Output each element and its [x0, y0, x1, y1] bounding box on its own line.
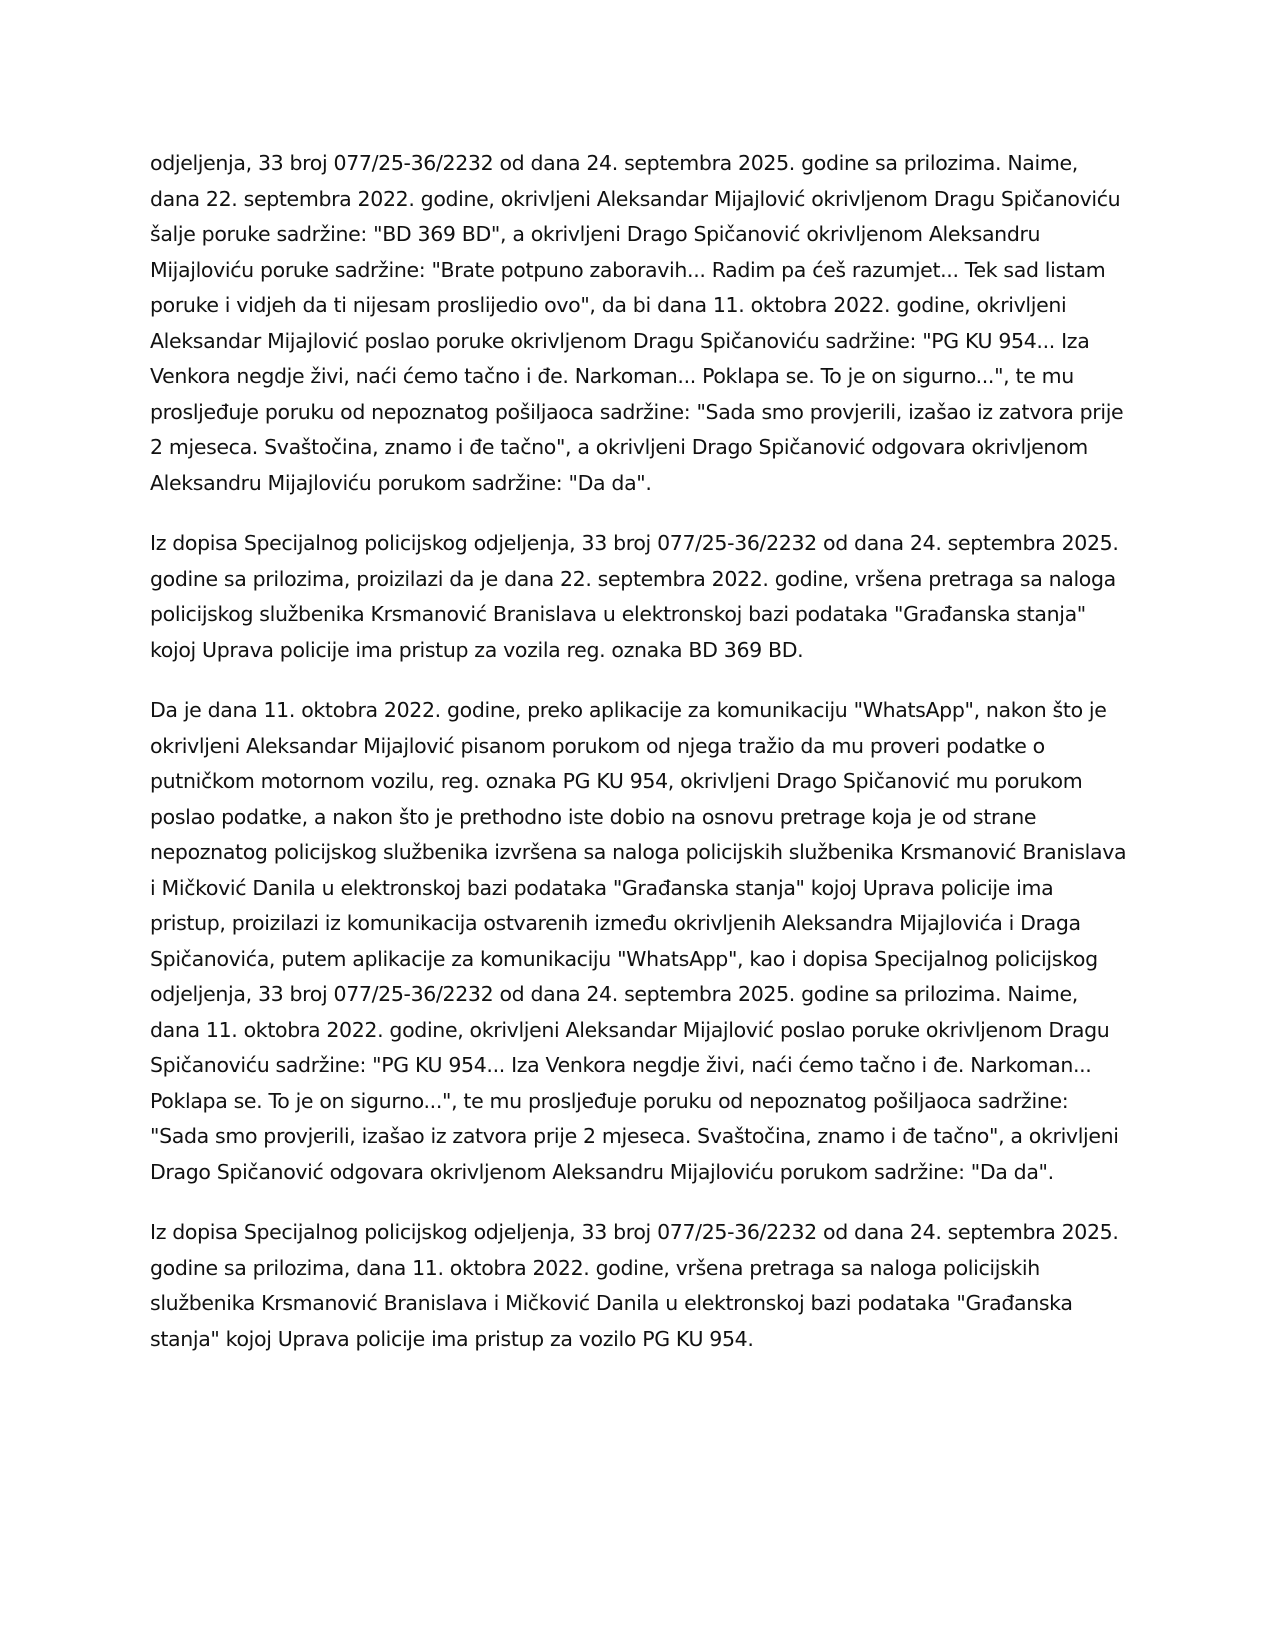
- paragraph-3: Da je dana 11. oktobra 2022. godine, preko aplikacije za komunikaciju "WhatsApp", nakon što je okrivljeni Aleksandar Mijajlović pisanom porukom od njega tražio da mu proveri podatke o putničkom motornom vozilu, reg. oznaka PG KU 954, okrivljeni Drago Spičanović mu porukom poslao podatke, a nakon što je prethodno iste dobio na osnovu pretrage koja je od strane nepoznatog policijskog službenika izvršena sa naloga policijskih službenika Krsmanović Branislava i Mičković Danila u elektronskoj bazi podataka "Građanska stanja" kojoj Uprava policije ima pristup, proizilazi iz komunikacija ostvarenih između okrivljenih Aleksandra Mijajlovića i Draga Spičanovića, putem aplikacije za komunikaciju "WhatsApp", kao i dopisa Specijalnog policijskog odjeljenja, 33 broj 077/25-36/2232 od dana 24. septembra 2025. godine sa prilozima. Naime, dana 11. oktobra 2022. godine, okrivljeni Aleksandar Mijajlović poslao poruke okrivljenom Dragu Spičanoviću sadržine: "PG KU 954... Iza Venkora negdje živi, naći ćemo tačno i đe. Narkoman... Poklapa se. To je on sigurno...", te mu prosljeđuje poruku od nepoznatog pošiljaoca sadržine: "Sada smo provjerili, izašao iz zatvora prije 2 mjeseca. Svaštočina, znamo i đe tačno", a okrivljeni Drago Spičanović odgovara okrivljenom Aleksandru Mijajloviću porukom sadržine: "Da da".: [150, 698, 1127, 1184]
- paragraph-1: odjeljenja, 33 broj 077/25-36/2232 od dana 24. septembra 2025. godine sa prilozima. Naime, dana 22. septembra 2022. godine, okrivljeni Aleksandar Mijajlović okrivljenom Dragu Spičanoviću šalje poruke sadržine: "BD 369 BD", a okrivljeni Drago Spičanović okrivljenom Aleksandru Mijajloviću poruke sadržine: "Brate potpuno zaboravih... Radim pa ćeš razumjet... Tek sad listam poruke i vidjeh da ti nijesam proslijedio ovo", da bi dana 11. oktobra 2022. godine, okrivljeni Aleksandar Mijajlović poslao poruke okrivljenom Dragu Spičanoviću sadržine: "PG KU 954... Iza Venkora negdje živi, naći ćemo tačno i đe. Narkoman... Poklapa se. To je on sigurno...", te mu prosljeđuje poruku od nepoznatog pošiljaoca sadržine: "Sada smo provjerili, izašao iz zatvora prije 2 mjeseca. Svaštočina, znamo i đe tačno", a okrivljeni Drago Spičanović odgovara okrivljenom Aleksandru Mijajloviću porukom sadržine: "Da da".: [150, 151, 1124, 495]
- document-page: [150, 146, 1130, 1357]
- paragraph-4: Iz dopisa Specijalnog policijskog odjeljenja, 33 broj 077/25-36/2232 od dana 24. septembra 2025. godine sa prilozima, dana 11. oktobra 2022. godine, vršena pretraga sa naloga policijskih službenika Krsmanović Branislava i Mičković Danila u elektronskoj bazi podataka "Građanska stanja" kojoj Uprava policije ima pristup za vozilo PG KU 954.: [150, 1220, 1119, 1351]
- paragraph-2: Iz dopisa Specijalnog policijskog odjeljenja, 33 broj 077/25-36/2232 od dana 24. septembra 2025. godine sa prilozima, proizilazi da je dana 22. septembra 2022. godine, vršena pretraga sa naloga policijskog službenika Krsmanović Branislava u elektronskoj bazi podataka "Građanska stanja" kojoj Uprava policije ima pristup za vozila reg. oznaka BD 369 BD.: [150, 531, 1119, 662]
